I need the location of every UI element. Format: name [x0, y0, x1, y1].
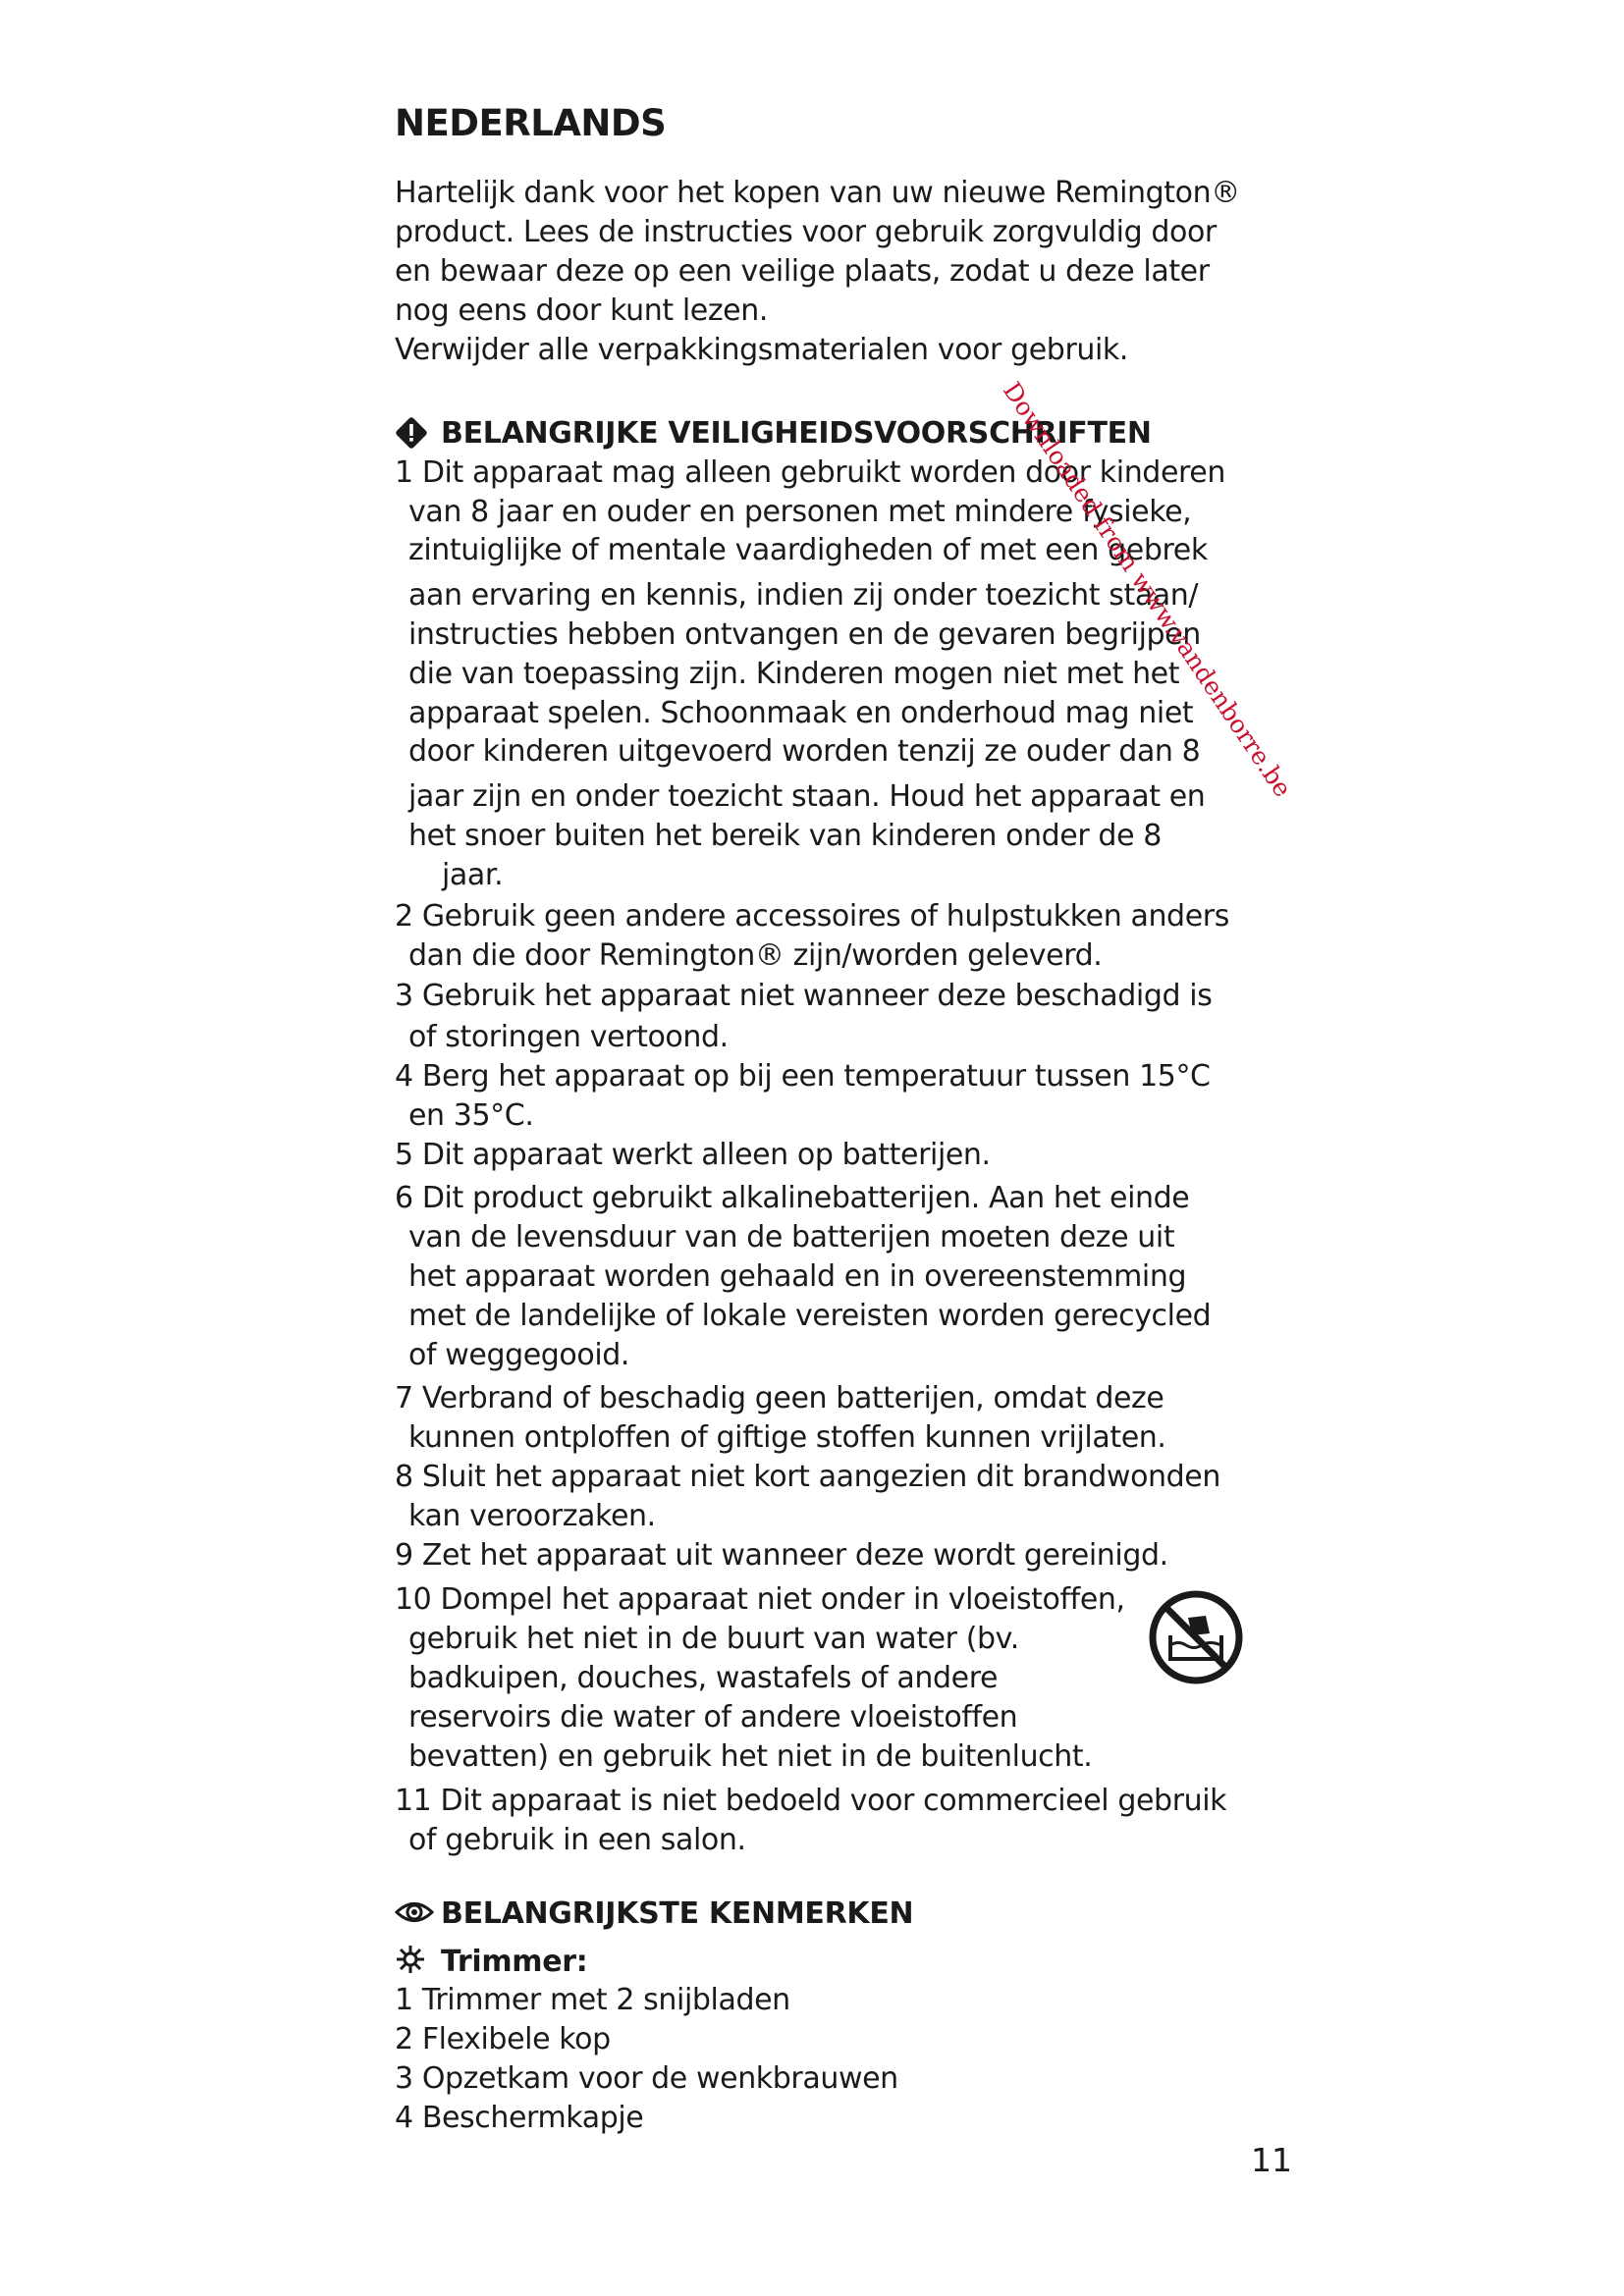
safety-line: 8 Sluit het apparaat niet kort aangezien dit brandwonden — [395, 1460, 1220, 1494]
star-burst-icon — [395, 1944, 426, 1975]
safety-line: kan veroorzaken. — [408, 1499, 656, 1533]
intro-line: Hartelijk dank voor het kopen van uw nieuwe Remington® — [395, 176, 1240, 210]
safety-line: kunnen ontploffen of giftige stoffen kunnen vrijlaten. — [408, 1420, 1166, 1455]
safety-line: badkuipen, douches, wastafels of andere — [408, 1661, 999, 1695]
safety-line: 3 Gebruik het apparaat niet wanneer deze beschadigd is — [395, 979, 1213, 1013]
safety-line: 4 Berg het apparaat op bij een temperatuur tussen 15°C — [395, 1059, 1211, 1094]
safety-line: 2 Gebruik geen andere accessoires of hulpstukken anders — [395, 899, 1229, 934]
feature-item: 4 Beschermkapje — [395, 2101, 644, 2135]
features-subheading: Trimmer: — [441, 1945, 588, 1979]
watermark-link[interactable]: Downloaded from www.vandenborre.be — [997, 377, 1298, 803]
feature-item: 1 Trimmer met 2 snijbladen — [395, 1983, 790, 2017]
safety-line: jaar zijn en onder toezicht staan. Houd het apparaat en — [408, 779, 1206, 814]
safety-line: het apparaat worden gehaald en in overeenstemming — [408, 1259, 1187, 1294]
safety-line: apparaat spelen. Schoonmaak en onderhoud mag niet — [408, 696, 1194, 730]
safety-line: 10 Dompel het apparaat niet onder in vloeistoffen, — [395, 1582, 1125, 1617]
safety-line: 5 Dit apparaat werkt alleen op batterijen. — [395, 1138, 991, 1172]
safety-line: door kinderen uitgevoerd worden tenzij ze ouder dan 8 — [408, 734, 1201, 769]
safety-line: instructies hebben ontvangen en de gevaren begrijpen — [408, 617, 1201, 652]
safety-line: die van toepassing zijn. Kinderen mogen niet met het — [408, 657, 1180, 691]
eye-icon — [395, 1897, 434, 1927]
safety-line: gebruik het niet in de buurt van water (bv. — [408, 1622, 1019, 1656]
page-number: 11 — [1251, 2141, 1292, 2179]
safety-line: of gebruik in een salon. — [408, 1823, 746, 1857]
warning-diamond-icon — [395, 416, 428, 450]
safety-line: 11 Dit apparaat is niet bedoeld voor commercieel gebruik — [395, 1784, 1227, 1818]
intro-line: Verwijder alle verpakkingsmaterialen voor gebruik. — [395, 333, 1129, 367]
safety-line: zintuiglijke of mentale vaardigheden of met een gebrek — [408, 533, 1208, 567]
safety-line: het snoer buiten het bereik van kinderen onder de 8 — [408, 819, 1162, 853]
safety-line: jaar. — [442, 858, 504, 892]
safety-line: reservoirs die water of andere vloeistoffen — [408, 1700, 1018, 1735]
safety-line: of storingen vertoond. — [408, 1020, 729, 1054]
safety-line: 6 Dit product gebruikt alkalinebatterijen. Aan het einde — [395, 1181, 1190, 1215]
safety-line: van 8 jaar en ouder en personen met mindere fysieke, — [408, 495, 1192, 529]
safety-line: of weggegooid. — [408, 1338, 630, 1372]
intro-line: en bewaar deze op een veilige plaats, zodat u deze later — [395, 254, 1210, 289]
safety-line: met de landelijke of lokale vereisten worden gerecycled — [408, 1299, 1212, 1333]
features-heading: BELANGRIJKSTE KENMERKEN — [441, 1896, 914, 1931]
safety-line: van de levensduur van de batterijen moeten deze uit — [408, 1220, 1175, 1255]
feature-item: 2 Flexibele kop — [395, 2022, 611, 2056]
page-title: NEDERLANDS — [395, 102, 667, 144]
safety-line: dan die door Remington® zijn/worden geleverd. — [408, 938, 1103, 973]
safety-line: 7 Verbrand of beschadig geen batterijen, omdat deze — [395, 1381, 1164, 1415]
intro-line: product. Lees de instructies voor gebruik zorgvuldig door — [395, 215, 1217, 249]
safety-line: en 35°C. — [408, 1098, 534, 1133]
intro-line: nog eens door kunt lezen. — [395, 294, 768, 328]
safety-line: bevatten) en gebruik het niet in de buitenlucht. — [408, 1739, 1093, 1774]
safety-heading: BELANGRIJKE VEILIGHEIDSVOORSCHRIFTEN — [441, 416, 1152, 451]
no-water-immersion-icon — [1149, 1590, 1243, 1684]
safety-line: 1 Dit apparaat mag alleen gebruikt worden door kinderen — [395, 455, 1225, 490]
safety-line: aan ervaring en kennis, indien zij onder toezicht staan/ — [408, 578, 1199, 613]
safety-line: 9 Zet het apparaat uit wanneer deze wordt gereinigd. — [395, 1538, 1168, 1573]
feature-item: 3 Opzetkam voor de wenkbrauwen — [395, 2061, 898, 2096]
